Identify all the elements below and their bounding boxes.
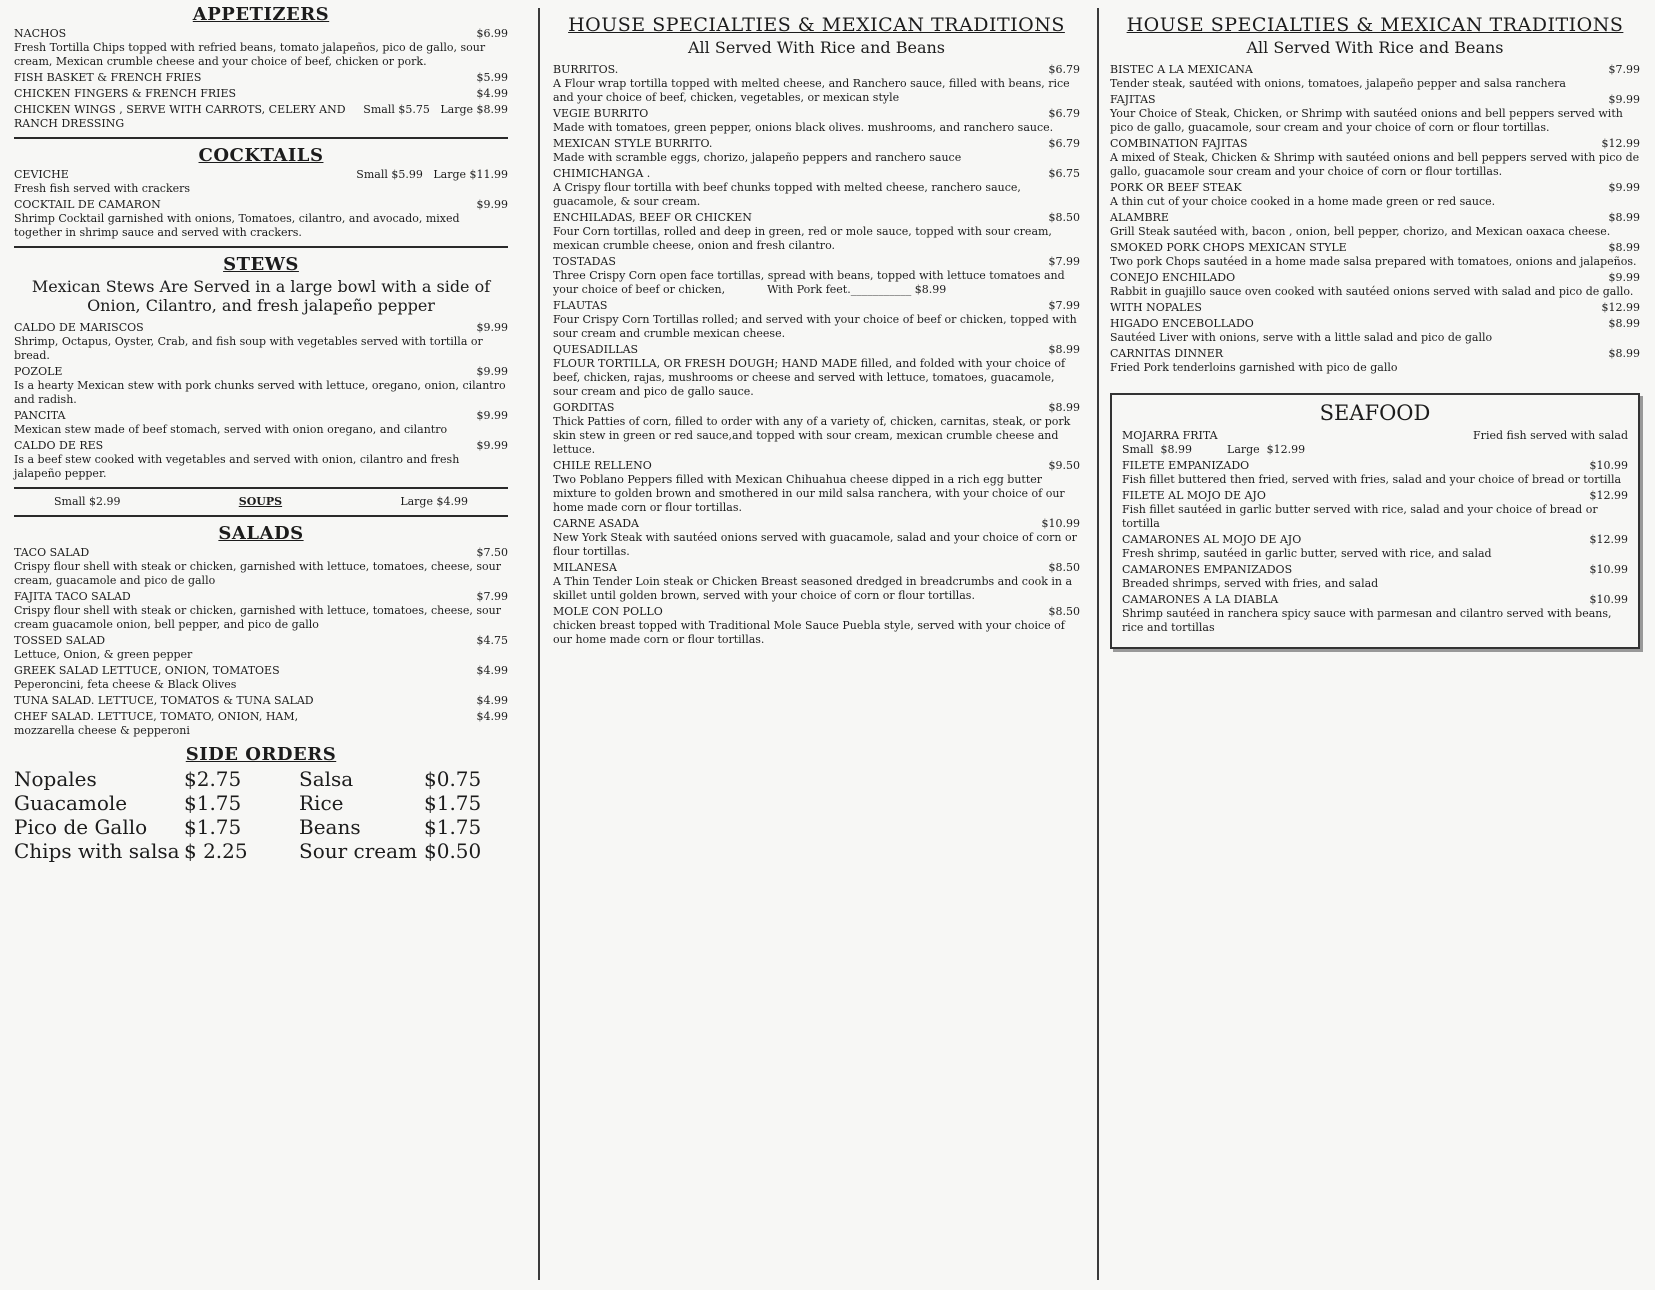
menu-item-price: $6.79 [1048,137,1080,150]
menu-item-name: QUESADILLAS [553,343,639,356]
menu-item-description: Sautéed Liver with onions, serve with a little salad and pico de gallo [1110,331,1493,344]
menu-item-price: $9.99 [476,321,508,334]
menu-item-price: $8.50 [1048,605,1080,618]
menu-item-description: Fresh fish served with crackers [14,182,191,195]
menu-item-price: $4.99 [476,87,508,100]
menu-item-header [14,103,508,131]
stews-title: STEWS [223,254,299,275]
menu-item [14,103,508,131]
menu-item-price: $8.99 [1608,317,1640,330]
menu-item-header [1110,93,1640,107]
menu-item-description: Shrimp Cocktail garnished with onions, Tomatoes, cilantro, and avocado, mixed together in shrimp sauce and served with crackers. [14,212,464,239]
menu-item-header [14,365,508,379]
menu-item-name: MILANESA [553,561,617,574]
menu-item-name: FAJITAS [1110,93,1156,106]
menu-item-header [14,664,508,678]
salads-list [14,546,508,738]
side-order-price: $1.75 [424,815,482,839]
menu-item-name: CHILE RELLENO [553,459,652,472]
menu-item-price: $10.99 [1589,593,1628,606]
menu-item [14,694,508,708]
soups-large: Large $4.99 [400,495,468,508]
menu-item [553,107,1080,135]
menu-item-header [553,401,1080,415]
menu-item [1110,347,1640,375]
menu-item-price: $7.99 [1048,299,1080,312]
menu-item-name: ENCHILADAS, BEEF OR CHICKEN [553,211,752,224]
menu-item-description: Four Corn tortillas, rolled and deep in green, red or mole sauce, topped with sour cream, mexican crumble cheese, onion and fresh cilantro. [553,225,1056,252]
menu-item-price: $9.99 [476,365,508,378]
menu-item-header [14,198,508,212]
menu-item [14,168,508,196]
soups-row [14,495,508,509]
menu-item-price: $9.50 [1048,459,1080,472]
appetizers-title: APPETIZERS [192,4,330,25]
menu-item-name: POZOLE [14,365,63,378]
menu-item-price: $12.99 [1601,137,1640,150]
menu-item [553,517,1080,559]
menu-item-description: Shrimp, Octapus, Oyster, Crab, and fish soup with vegetables served with tortilla or bread. [14,335,487,362]
menu-item-header [1110,317,1640,331]
house-specialties-title-2: HOUSE SPECIALTIES & MEXICAN TRADITIONS [1126,14,1624,36]
menu-item-price: $10.99 [1589,459,1628,472]
side-order-price: $ 2.25 [184,839,248,863]
cocktails-title: COCKTAILS [198,145,324,166]
menu-item [1122,459,1628,487]
menu-item-header [14,710,508,724]
menu-item-name: CHICKEN WINGS , SERVE WITH CARROTS, CELERY AND RANCH DRESSING [14,103,346,130]
menu-item-price: $6.75 [1048,167,1080,180]
menu-item [14,664,508,692]
menu-item-header [1122,593,1628,607]
menu-item [14,27,508,69]
menu-item-price: Small $5.75 Large $8.99 [363,103,508,116]
menu-item-name: TUNA SALAD. LETTUCE, TOMATOS & TUNA SALAD [14,694,314,707]
menu-column-2 [553,0,1080,1290]
menu-item-price: $8.99 [1608,241,1640,254]
menu-item-description: Two Poblano Peppers filled with Mexican Chihuahua cheese dipped in a rich egg butter mixture to golden brown and smothered in our mild salsa ranchera, with your choice of our home made corn or flour tortillas. [553,473,1069,514]
divider [14,137,508,139]
menu-item [1110,211,1640,239]
side-order-name: Guacamole [14,791,128,815]
menu-item [1110,271,1640,299]
menu-item-name: CEVICHE [14,168,69,181]
menu-item-header [14,439,508,453]
side-order-price: $1.75 [184,791,242,815]
menu-item [14,87,508,101]
menu-item-price: $8.50 [1048,211,1080,224]
menu-item [553,63,1080,105]
menu-item-header [1110,241,1640,255]
menu-item-description: Your Choice of Steak, Chicken, or Shrimp with sautéed onions and bell peppers served with pico de gallo, guacamole, sour cream and your choice of corn or flour tortillas. [1110,107,1627,134]
menu-item-description: Is a beef stew cooked with vegetables and served with onion, cilantro and fresh jalapeño pepper. [14,453,463,480]
menu-item-header [14,694,508,708]
menu-item-description: Small $8.99 Large $12.99 [1122,443,1306,456]
menu-item-header [14,590,508,604]
house-specialties-subtitle-2: All Served With Rice and Beans [1246,38,1504,57]
menu-item-description: Mexican stew made of beef stomach, served with onion oregano, and cilantro [14,423,448,436]
menu-item-header [14,87,508,101]
side-orders-title: SIDE ORDERS [185,744,337,765]
menu-item-header [1110,181,1640,195]
menu-item-name: FILETE AL MOJO DE AJO [1122,489,1266,502]
menu-item [1110,93,1640,135]
menu-item-price: Fried fish served with salad [1473,429,1628,442]
seafood-box [1110,393,1640,649]
menu-item-name: HIGADO ENCEBOLLADO [1110,317,1254,330]
menu-item-name: WITH NOPALES [1110,301,1202,314]
menu-item [14,710,508,738]
menu-item-description: FLOUR TORTILLA, OR FRESH DOUGH; HAND MADE filled, and folded with your choice of beef, chicken, rajas, mushrooms or cheese and served with lettuce, tomatoes, guacamole, sour cream and pico de gallo sauce. [553,357,1069,398]
side-order-name: Sour cream [299,839,418,863]
menu-item-name: MEXICAN STYLE BURRITO. [553,137,713,150]
menu-item [1110,63,1640,91]
menu-item-name: CARNE ASADA [553,517,639,530]
menu-item [1122,429,1628,457]
menu-item-header [14,321,508,335]
menu-item-header [1122,563,1628,577]
menu-item [1110,241,1640,269]
menu-item [1122,533,1628,561]
menu-item-description: A mixed of Steak, Chicken & Shrimp with sautéed onions and bell peppers served with pico de gallo, guacamole sour cream and your choice of corn or flour tortillas. [1110,151,1643,178]
menu-item [1110,137,1643,179]
divider [14,487,508,489]
menu-item-header [553,63,1080,77]
menu-item-name: FAJITA TACO SALAD [14,590,131,603]
salads-title: SALADS [218,523,304,544]
menu-item [553,401,1080,457]
menu-item-description: Two pork Chops sautéed in a home made salsa prepared with tomatoes, onions and jalapeños. [1110,255,1637,268]
menu-item-name: PANCITA [14,409,66,422]
menu-item-price: $7.50 [476,546,508,559]
menu-item [14,439,508,481]
menu-item-price: $4.99 [476,694,508,707]
menu-item [14,546,508,588]
menu-item-name: CHEF SALAD. LETTUCE, TOMATO, ONION, HAM, [14,710,299,723]
menu-item-description: Fresh shrimp, sautéed in garlic butter, served with rice, and salad [1122,547,1492,560]
menu-item-header [14,168,508,182]
menu-item-price: $7.99 [1608,63,1640,76]
menu-item-price: $6.99 [476,27,508,40]
stews-subtitle: Mexican Stews Are Served in a large bowl with a side of Onion, Cilantro, and fresh jalapeño pepper [31,277,491,315]
menu-item-header [1122,429,1628,443]
side-order-price: $0.75 [424,767,482,791]
side-order-name: Rice [299,791,344,815]
menu-item-description: Four Crispy Corn Tortillas rolled; and served with your choice of beef or chicken, topped with sour cream and crumble mexican cheese. [553,313,1081,340]
menu-item-description: Crispy flour shell with steak or chicken, garnished with lettuce, tomatoes, cheese, sour cream, guacamole and pico de gallo [14,560,505,587]
menu-item-description: Breaded shrimps, served with fries, and salad [1122,577,1379,590]
menu-column-1 [14,0,508,1290]
menu-item [553,255,1080,297]
menu-item-price: $9.99 [1608,181,1640,194]
menu-item-description: Made with scramble eggs, chorizo, jalapeño peppers and ranchero sauce [553,151,962,164]
menu-item-name: COCKTAIL DE CAMARON [14,198,161,211]
column-divider [538,8,540,1280]
menu-item-price: $12.99 [1601,301,1640,314]
menu-item-price: $6.79 [1048,63,1080,76]
menu-item-price: $8.50 [1048,561,1080,574]
menu-item-price: $8.99 [1048,343,1080,356]
menu-item [14,634,508,662]
house-specialties-subtitle: All Served With Rice and Beans [687,38,946,57]
menu-item-description: Rabbit in guajillo sauce oven cooked with sautéed onions served with salad and pico de gallo. [1110,285,1634,298]
side-order-name: Nopales [14,767,97,791]
menu-item-header [14,634,508,648]
menu-item-name: CALDO DE MARISCOS [14,321,144,334]
menu-item [1122,489,1628,531]
menu-item-header [553,211,1080,225]
house-specialties-title: HOUSE SPECIALTIES & MEXICAN TRADITIONS [568,14,1065,36]
side-order-price: $0.50 [424,839,482,863]
menu-item [553,211,1080,253]
menu-item-description: Fish fillet buttered then fried, served with fries, salad and your choice of bread or tortilla [1122,473,1622,486]
menu-item-description: Lettuce, Onion, & green pepper [14,648,193,661]
side-order-price: $2.75 [184,767,242,791]
menu-item-name: ALAMBRE [1110,211,1169,224]
menu-item [553,561,1080,603]
divider [14,515,508,517]
menu-item-header [1122,489,1628,503]
menu-item-description: Crispy flour shell with steak or chicken, garnished with lettuce, tomatoes, cheese, sour cream guacamole onion, bell pepper, and pico de gallo [14,604,505,631]
menu-item [553,137,1080,165]
menu-item-name: CARNITAS DINNER [1110,347,1224,360]
menu-item-header [1122,459,1628,473]
menu-item-name: CAMARONES EMPANIZADOS [1122,563,1293,576]
menu-item-header [553,137,1080,151]
menu-item-price: $7.99 [1048,255,1080,268]
menu-item-name: PORK OR BEEF STEAK [1110,181,1242,194]
side-order-price: $1.75 [424,791,482,815]
menu-item-header [1110,137,1640,151]
menu-item-price: $10.99 [1041,517,1080,530]
menu-item-header [553,299,1080,313]
menu-item [553,605,1080,647]
menu-item-description: chicken breast topped with Traditional Mole Sauce Puebla style, served with your choice of our home made corn or flour tortillas. [553,619,1069,646]
menu-item [553,167,1080,209]
menu-item-name: TOSSED SALAD [14,634,106,647]
side-orders-grid [14,767,508,863]
menu-item-price: $9.99 [476,198,508,211]
menu-item-price: $8.99 [1608,211,1640,224]
menu-item-header [14,71,508,85]
menu-item-name: TOSTADAS [553,255,616,268]
menu-item [1110,301,1640,315]
menu-item-header [1110,301,1640,315]
menu-item-price: $12.99 [1589,533,1628,546]
side-order-name: Beans [299,815,361,839]
menu-item-header [553,517,1080,531]
stews-list [14,321,508,481]
menu-item-price: $4.99 [476,664,508,677]
column-divider [1097,8,1099,1280]
menu-item-name: CALDO DE RES [14,439,104,452]
menu-item-description: Is a hearty Mexican stew with pork chunks served with lettuce, oregano, onion, cilantro and radish. [14,379,510,406]
menu-item-name: GORDITAS [553,401,615,414]
menu-item-description: Tender steak, sautéed with onions, tomatoes, jalapeño pepper and salsa ranchera [1110,77,1566,90]
menu-item-description: Thick Patties of corn, filled to order with any of a variety of, chicken, carnitas, steak, or pork skin stew in green or red sauce,and topped with sour cream, mexican crumble cheese and lettuce. [553,415,1074,456]
menu-item-description: Three Crispy Corn open face tortillas, spread with beans, topped with lettuce tomatoes and your choice of beef or chicken, With Pork feet.___________ $8.99 [553,269,1069,296]
menu-column-3 [1110,0,1643,1290]
house-specialties-list-2 [1110,63,1643,375]
menu-item-header [14,409,508,423]
menu-item [1110,181,1640,209]
seafood-title: SEAFOOD [1319,401,1431,425]
menu-item [553,343,1080,399]
menu-item-header [553,107,1080,121]
menu-item-price: $9.99 [1608,93,1640,106]
menu-item-price: $7.99 [476,590,508,603]
menu-item-description: Grill Steak sautéed with, bacon , onion, bell pepper, chorizo, and Mexican oaxaca cheese. [1110,225,1611,238]
menu-item-name: VEGIE BURRITO [553,107,649,120]
menu-item-name: GREEK SALAD LETTUCE, ONION, TOMATOES [14,664,280,677]
menu-item-name: CHICKEN FINGERS & FRENCH FRIES [14,87,237,100]
menu-item-description: Fish fillet sautéed in garlic butter served with rice, salad and your choice of bread or tortilla [1122,503,1602,530]
menu-item-name: SMOKED PORK CHOPS MEXICAN STYLE [1110,241,1347,254]
menu-item-name: TACO SALAD [14,546,90,559]
menu-item-name: MOJARRA FRITA [1122,429,1218,442]
menu-item-description: Shrimp sautéed in ranchera spicy sauce with parmesan and cilantro served with beans, rice and tortillas [1122,607,1616,634]
menu-item-name: FLAUTAS [553,299,608,312]
menu-item-header [553,255,1080,269]
menu-item-header [553,459,1080,473]
soups-title: SOUPS [238,495,283,508]
menu-item-header [1110,271,1640,285]
divider [14,246,508,248]
menu-item [553,299,1080,341]
menu-item-description: mozzarella cheese & pepperoni [14,724,190,737]
side-order-name: Pico de Gallo [14,815,148,839]
menu-item [1122,563,1628,591]
appetizers-list [14,27,508,131]
menu-item-description: Fried Pork tenderloins garnished with pico de gallo [1110,361,1398,374]
menu-item-price: $9.99 [476,439,508,452]
menu-item-name: CHIMICHANGA . [553,167,651,180]
side-order-name: Chips with salsa [14,839,180,863]
menu-item-price: $9.99 [476,409,508,422]
menu-item-header [1122,533,1628,547]
menu-item-description: A Thin Tender Loin steak or Chicken Breast seasoned dredged in breadcrumbs and cook in a skillet until golden brown, served with your choice of corn or flour tortillas. [553,575,1076,602]
menu-item-name: CAMARONES A LA DIABLA [1122,593,1279,606]
menu-item-price: $8.99 [1048,401,1080,414]
menu-item [14,71,508,85]
menu-item-header [553,605,1080,619]
menu-item-description: A Flour wrap tortilla topped with melted cheese, and Ranchero sauce, filled with beans, rice and your choice of beef, chicken, vegetables, or mexican style [553,77,1074,104]
menu-item-header [1110,211,1640,225]
menu-item-price: $4.99 [476,710,508,723]
soups-small: Small $2.99 [54,495,121,508]
menu-item-name: NACHOS [14,27,67,40]
menu-item-header [553,167,1080,181]
menu-item-description: A Crispy flour tortilla with beef chunks topped with melted cheese, ranchero sauce, guacamole, & sour cream. [553,181,1025,208]
menu-item-header [553,343,1080,357]
menu-item-description: Peperoncini, feta cheese & Black Olives [14,678,237,691]
menu-item-price: $5.99 [476,71,508,84]
menu-item-description: Made with tomatoes, green pepper, onions black olives. mushrooms, and ranchero sauce. [553,121,1054,134]
menu-item-header [14,546,508,560]
menu-item [1122,593,1628,635]
menu-item-name: CONEJO ENCHILADO [1110,271,1236,284]
menu-item-name: MOLE CON POLLO [553,605,663,618]
menu-item [1110,317,1640,345]
menu-item-name: BURRITOS. [553,63,619,76]
menu-item-name: COMBINATION FAJITAS [1110,137,1248,150]
menu-item-description: Fresh Tortilla Chips topped with refried beans, tomato jalapeños, pico de gallo, sour cream, Mexican crumble cheese and your choice of beef, chicken or pork. [14,41,489,68]
menu-item-price: $8.99 [1608,347,1640,360]
menu-item-header [1110,347,1640,361]
menu-item [14,321,508,363]
side-order-name: Salsa [299,767,354,791]
menu-item-price: $12.99 [1589,489,1628,502]
side-order-price: $1.75 [184,815,242,839]
menu-item-name: CAMARONES AL MOJO DE AJO [1122,533,1302,546]
menu-item-description: A thin cut of your choice cooked in a home made green or red sauce. [1110,195,1496,208]
house-specialties-list [553,63,1080,647]
menu-item-price: $6.79 [1048,107,1080,120]
menu-item-price: $4.75 [476,634,508,647]
menu-item [553,459,1080,515]
menu-item-price: $10.99 [1589,563,1628,576]
menu-item [14,590,508,632]
cocktails-list [14,168,508,240]
seafood-list [1122,429,1628,635]
menu-item-header [14,27,508,41]
menu-item [14,198,508,240]
menu-item-name: FISH BASKET & FRENCH FRIES [14,71,202,84]
menu-item-name: FILETE EMPANIZADO [1122,459,1250,472]
menu-item [14,409,508,437]
menu-item-price: $9.99 [1608,271,1640,284]
menu-item-description: New York Steak with sautéed onions served with guacamole, salad and your choice of corn or flour tortillas. [553,531,1081,558]
menu-item-header [553,561,1080,575]
menu-item-header [1110,63,1640,77]
menu-item [14,365,508,407]
menu-item-price: Small $5.99 Large $11.99 [356,168,508,181]
menu-item-name: BISTEC A LA MEXICANA [1110,63,1253,76]
